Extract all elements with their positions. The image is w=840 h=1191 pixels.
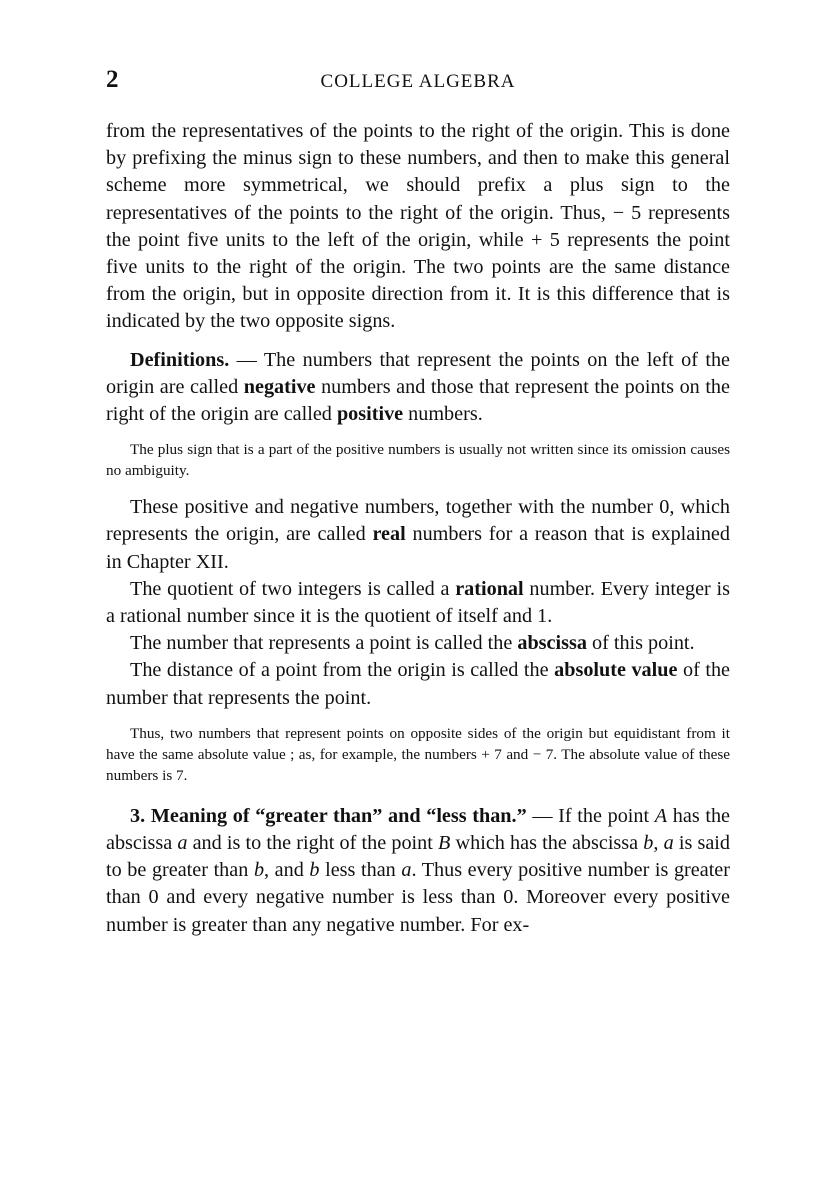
paragraph-absolute-value: The distance of a point from the origin is called the absolute value of the number that represents the point. [106, 659, 731, 709]
paragraph-abscissa: The number that represents a point is called the abscissa of this point. [130, 632, 695, 655]
page-number: 2 [106, 66, 119, 93]
section-number: 3. [130, 804, 146, 827]
paragraph-rational-numbers: The quotient of two integers is called a rational number. Every integer is a rational number since it is the quotient of itself and 1. [106, 577, 730, 628]
note-absolute-value: Thus, two numbers that represent points on opposite sides of the origin but equidistant from it have the same absolute value ; as, for example, the numbers + 7 and − 7. The absolute value of these numbers is 7. [106, 724, 730, 784]
paragraph-signs: from the representatives of the points to the right of the origin. This is done by prefixing the minus sign to these numbers, and then to make this general scheme more symmetrical, we should prefix a plus sign to the representatives of the points to the right of the origin. Thus, − 5 represents the point five units to the left of the origin, while + 5 represents the point five units to the right of the origin. The two points are the same distance from the origin, but in opposite direction from it. It is this difference that is indicated by the two opposite signs. [106, 120, 730, 333]
term-negative: negative [243, 375, 316, 398]
paragraph-real-numbers: These positive and negative numbers, together with the number 0, which represents the origin, are called real numbers for a reason that is explained in Chapter XII. [106, 496, 730, 573]
running-title: COLLEGE ALGEBRA [320, 71, 516, 92]
page-header [106, 66, 730, 98]
paragraph-definitions: Definitions. — The numbers that represent the points on the left of the origin are called negative numbers and those that represent the points on the right of the origin are called positive numbers. [106, 348, 730, 426]
term-abscissa: abscissa [517, 632, 587, 655]
definitions-heading: Definitions. [130, 348, 230, 371]
section-3: 3. Meaning of “greater than” and “less than.” — If the point A has the abscissa a and is to the right of the point B which has the abscissa b, a is said to be greater than b, and b less than a. Thus every positive number is greater than 0 and every negative number is less than 0. Moreover every positive number is greater than any negative number. For ex- [106, 804, 731, 936]
term-absolute-value: absolute value [554, 659, 678, 682]
section-heading: Meaning of “greater than” and “less than.” [150, 804, 527, 827]
term-positive: positive [336, 403, 404, 426]
term-real: real [372, 523, 406, 546]
body-text [106, 118, 730, 939]
term-rational: rational [455, 577, 524, 600]
note-plus-sign: The plus sign that is a part of the positive numbers is usually not written since its omission causes no ambiguity. [106, 441, 730, 480]
